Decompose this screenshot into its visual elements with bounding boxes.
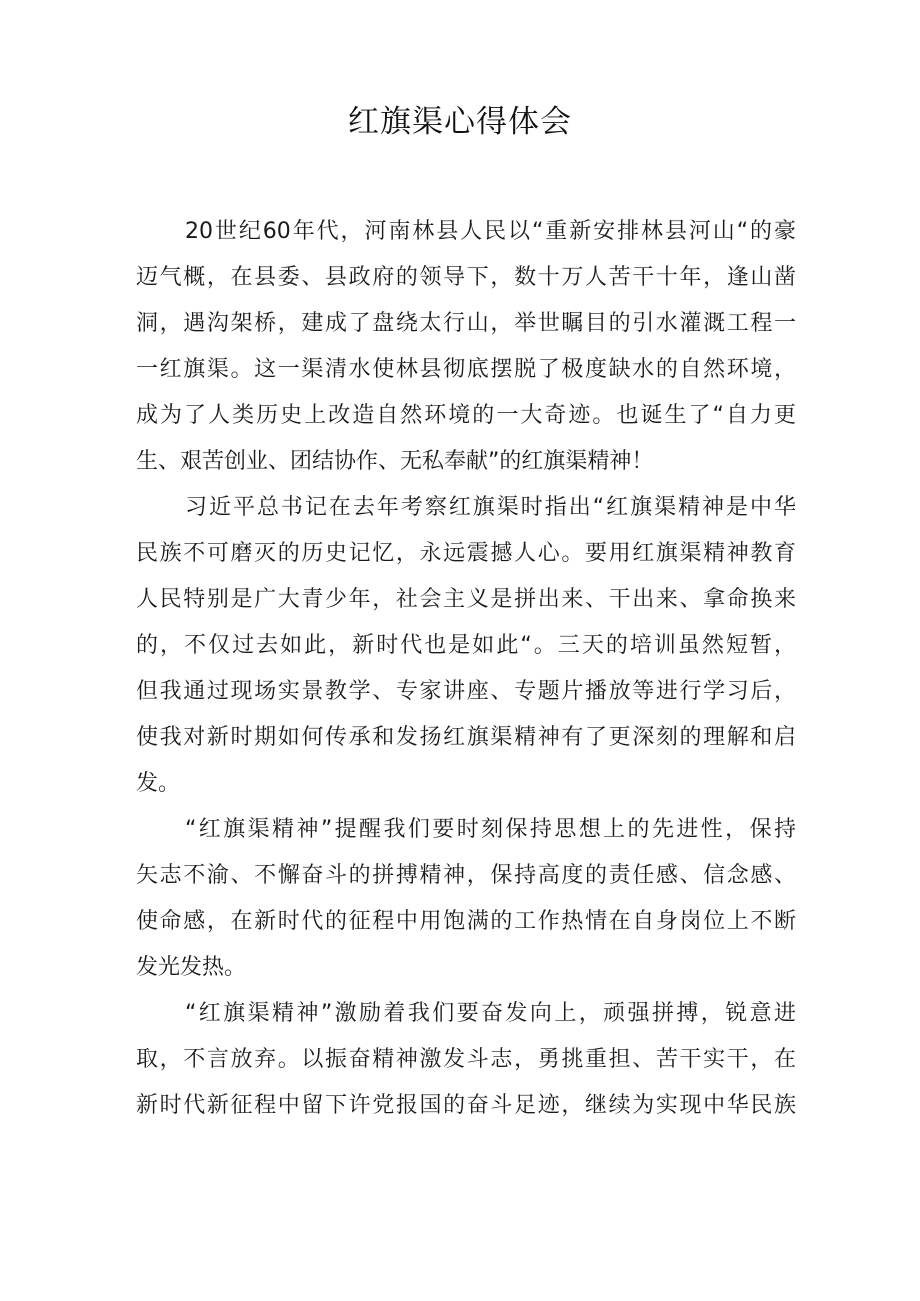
paragraph-2	[136, 485, 796, 807]
paragraph-line: 新时代新征程中留下许党报国的奋斗足迹，继续为实现中华民族	[136, 1093, 796, 1118]
paragraph-line: 发光发热。	[136, 955, 247, 980]
paragraph-3	[136, 807, 796, 991]
paragraph-line: 习近平总书记在去年考察红旗渠时指出“红旗渠精神是中华	[185, 495, 796, 520]
paragraph-line: 生、艰苦创业、团结协作、无私奉献”的红旗渠精神！	[136, 449, 654, 474]
paragraph-line: 矢志不渝、不懈奋斗的拼搏精神，保持高度的责任感、信念感、	[136, 863, 796, 888]
paragraph-line: “红旗渠精神”激励着我们要奋发向上，顽强拼搏，锐意进	[185, 1001, 796, 1026]
paragraph-line: 人民特别是广大青少年，社会主义是拼出来、干出来、拿命换来	[136, 587, 796, 612]
paragraph-line: 20世纪60年代，河南林县人民以“重新安排林县河山“的豪	[185, 219, 796, 244]
paragraph-line: 民族不可磨灭的历史记忆，永远震撼人心。要用红旗渠精神教育	[136, 541, 796, 566]
paragraph-line: 一红旗渠。这一渠清水使林县彻底摆脱了极度缺水的自然环境，	[136, 357, 796, 382]
paragraph-line: “红旗渠精神”提醒我们要时刻保持思想上的先进性，保持	[185, 817, 796, 842]
document-body	[136, 209, 796, 1129]
paragraph-line: 使我对新时期如何传承和发扬红旗渠精神有了更深刻的理解和启	[136, 725, 796, 750]
document-title: 红旗渠心得体会	[348, 104, 572, 140]
paragraph-4	[136, 991, 796, 1129]
paragraph-line: 迈气概，在县委、县政府的领导下，数十万人苦干十年，逢山凿	[136, 265, 796, 290]
paragraph-line: 取，不言放弃。以振奋精神激发斗志，勇挑重担、苦干实干，在	[136, 1047, 796, 1072]
paragraph-line: 但我通过现场实景教学、专家讲座、专题片播放等进行学习后，	[136, 679, 796, 704]
paragraph-1	[136, 209, 796, 485]
paragraph-line: 的，不仅过去如此，新时代也是如此“。三天的培训虽然短暂，	[136, 633, 796, 658]
paragraph-line: 发。	[136, 771, 181, 796]
paragraph-line: 使命感，在新时代的征程中用饱满的工作热情在自身岗位上不断	[136, 909, 796, 934]
paragraph-line: 成为了人类历史上改造自然环境的一大奇迹。也诞生了“自力更	[136, 403, 796, 428]
paragraph-line: 洞，遇沟架桥，建成了盘绕太行山，举世瞩目的引水灌溉工程一	[136, 311, 796, 336]
